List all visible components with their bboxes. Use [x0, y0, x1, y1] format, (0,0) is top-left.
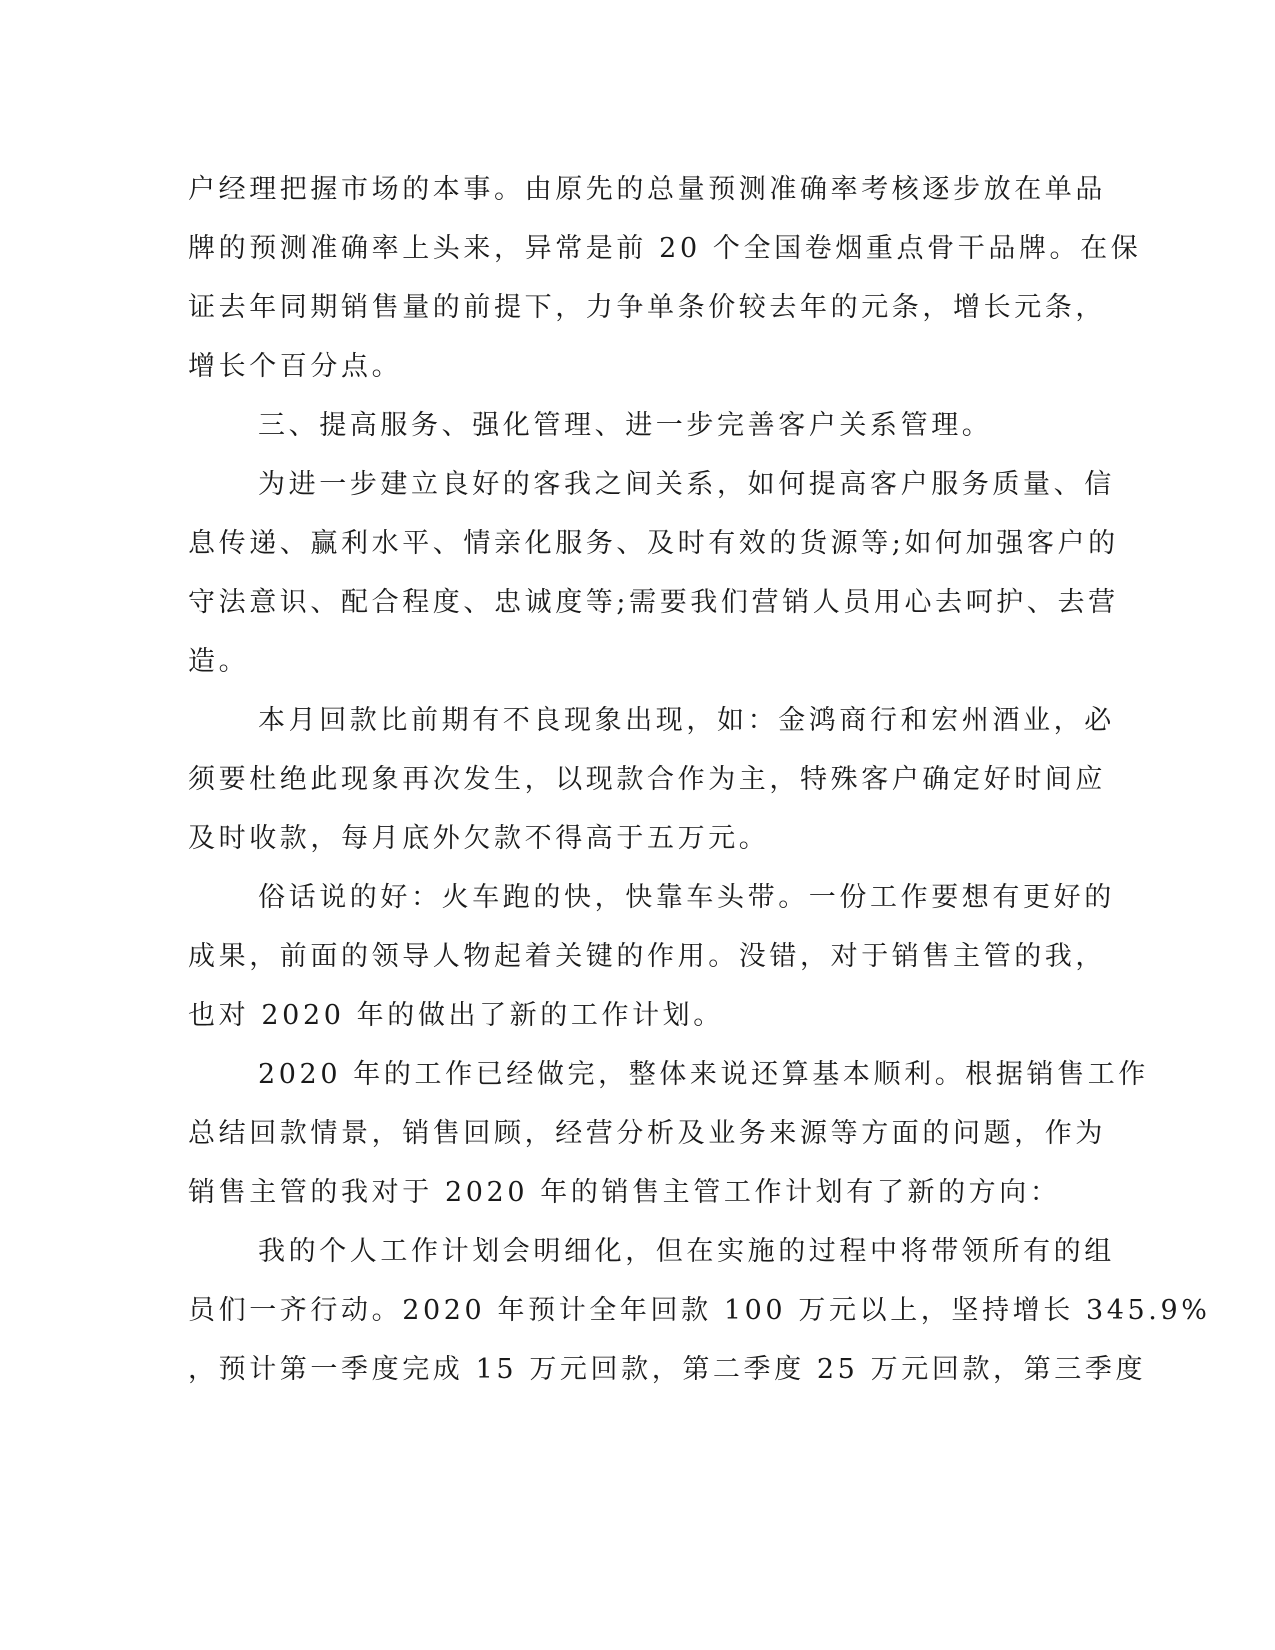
text-line: ，预计第一季度完成 15 万元回款，第二季度 25 万元回款，第三季度	[188, 1354, 1147, 1385]
text-line: 也对 2020 年的做出了新的工作计划。	[188, 1000, 724, 1031]
text-line: 销售主管的我对于 2020 年的销售主管工作计划有了新的方向：	[188, 1177, 1061, 1208]
body-text	[188, 160, 1211, 1399]
text-line: 及时收款，每月底外欠款不得高于五万元。	[188, 823, 770, 854]
text-line: 守法意识、配合程度、忠诚度等;需要我们营销人员用心去呵护、去营	[188, 587, 1119, 618]
section-heading: 三、提高服务、强化管理、进一步完善客户关系管理。	[258, 410, 993, 441]
text-line: 总结回款情景，销售回顾，经营分析及业务来源等方面的问题，作为	[188, 1118, 1106, 1149]
text-line: 户经理把握市场的本事。由原先的总量预测准确率考核逐步放在单品	[188, 174, 1106, 205]
text-line: 成果，前面的领导人物起着关键的作用。没错，对于销售主管的我，	[188, 941, 1106, 972]
text-line: 本月回款比前期有不良现象出现，如：金鸿商行和宏州酒业，必	[258, 705, 1115, 736]
text-line: 证去年同期销售量的前提下，力争单条价较去年的元条，增长元条，	[188, 292, 1106, 323]
text-line: 须要杜绝此现象再次发生，以现款合作为主，特殊客户确定好时间应	[188, 764, 1106, 795]
text-line: 2020 年的工作已经做完，整体来说还算基本顺利。根据销售工作	[258, 1059, 1149, 1090]
text-line: 造。	[188, 646, 250, 677]
text-line: 息传递、赢利水平、情亲化服务、及时有效的货源等;如何加强客户的	[188, 528, 1119, 559]
text-line: 我的个人工作计划会明细化，但在实施的过程中将带领所有的组	[258, 1236, 1115, 1267]
text-line: 俗话说的好：火车跑的快，快靠车头带。一份工作要想有更好的	[258, 882, 1115, 913]
text-line: 为进一步建立良好的客我之间关系，如何提高客户服务质量、信	[258, 469, 1115, 500]
text-line: 员们一齐行动。2020 年预计全年回款 100 万元以上，坚持增长 345.9%	[188, 1295, 1211, 1326]
text-line: 牌的预测准确率上头来，异常是前 20 个全国卷烟重点骨干品牌。在保	[188, 233, 1142, 264]
text-line: 增长个百分点。	[188, 351, 403, 382]
